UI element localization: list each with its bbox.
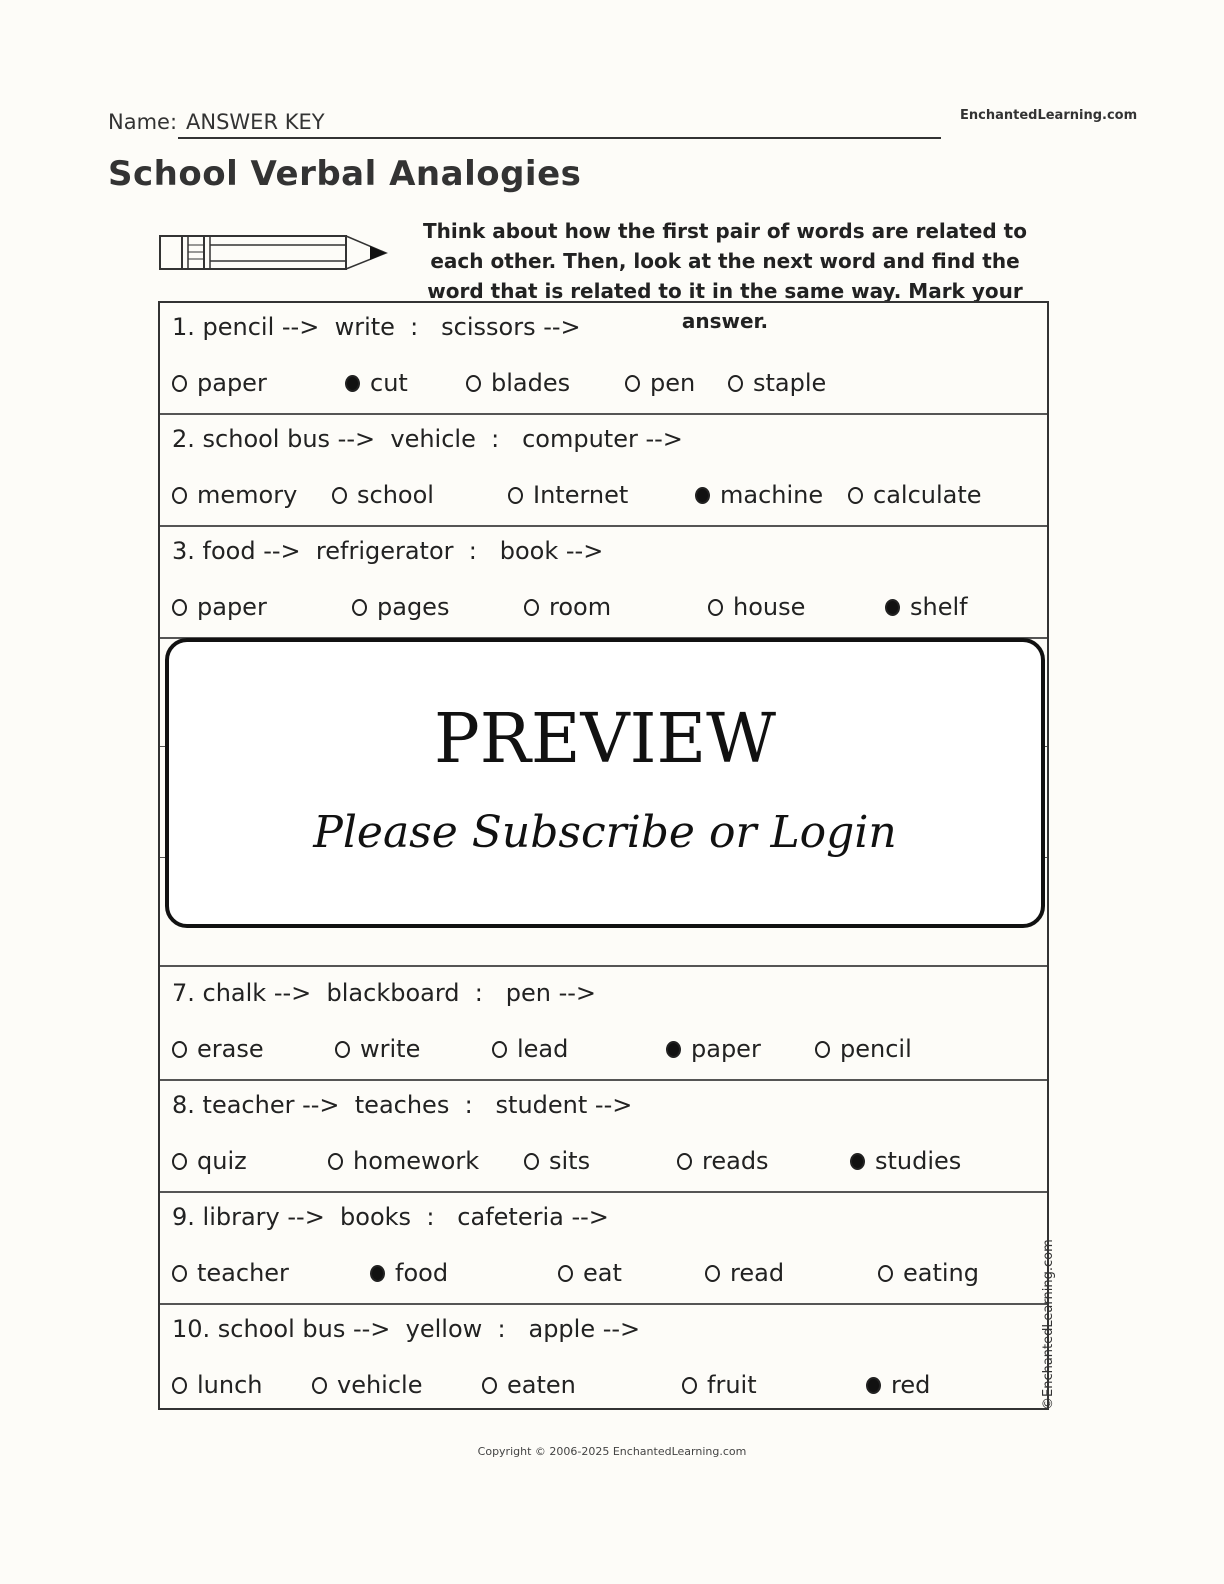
option-label: machine [720, 481, 824, 509]
question-row [160, 1193, 1047, 1305]
answer-option[interactable] [524, 1147, 590, 1175]
empty-bubble-icon[interactable] [332, 487, 347, 504]
answer-option[interactable] [524, 593, 611, 621]
empty-bubble-icon[interactable] [352, 599, 367, 616]
preview-overlay[interactable] [165, 638, 1045, 928]
answer-option[interactable] [172, 369, 267, 397]
answer-option[interactable] [666, 1035, 761, 1063]
option-label: fruit [707, 1371, 757, 1399]
empty-bubble-icon[interactable] [335, 1041, 350, 1058]
option-label: homework [353, 1147, 480, 1175]
vertical-credit: ©EnchantedLearning.com [1041, 1239, 1056, 1410]
answer-option[interactable] [172, 481, 297, 509]
empty-bubble-icon[interactable] [172, 1265, 187, 1282]
answer-option[interactable] [370, 1259, 448, 1287]
answer-option[interactable] [866, 1371, 930, 1399]
option-label: paper [197, 369, 267, 397]
empty-bubble-icon[interactable] [878, 1265, 893, 1282]
option-label: paper [197, 593, 267, 621]
answer-option[interactable] [172, 1147, 247, 1175]
question-text: 8. teacher --> teaches : student --> [172, 1091, 633, 1119]
option-label: eaten [507, 1371, 576, 1399]
question-text: 10. school bus --> yellow : apple --> [172, 1315, 641, 1343]
filled-bubble-icon[interactable] [370, 1265, 385, 1282]
name-label: Name: [108, 110, 178, 134]
option-label: paper [691, 1035, 761, 1063]
option-label: school [357, 481, 434, 509]
question-row [160, 969, 1047, 1081]
empty-bubble-icon[interactable] [172, 1041, 187, 1058]
answer-option[interactable] [466, 369, 570, 397]
option-label: cut [370, 369, 408, 397]
option-label: teacher [197, 1259, 289, 1287]
empty-bubble-icon[interactable] [728, 375, 743, 392]
answer-option[interactable] [482, 1371, 576, 1399]
answer-option[interactable] [815, 1035, 912, 1063]
instructions: Think about how the first pair of words are related to each other. Then, look at the next word and find the word that is related to it in the same way. Mark your answer. [423, 219, 1027, 333]
copyright: Copyright © 2006-2025 EnchantedLearning.com [477, 1445, 747, 1458]
site-logo[interactable]: EnchantedLearning.com [960, 108, 1138, 123]
empty-bubble-icon[interactable] [848, 487, 863, 504]
option-label: shelf [910, 593, 968, 621]
option-label: Internet [533, 481, 629, 509]
answer-option[interactable] [172, 593, 267, 621]
empty-bubble-icon[interactable] [708, 599, 723, 616]
empty-bubble-icon[interactable] [508, 487, 523, 504]
option-label: eating [903, 1259, 979, 1287]
option-label: read [730, 1259, 785, 1287]
answer-option[interactable] [345, 369, 408, 397]
empty-bubble-icon[interactable] [524, 599, 539, 616]
empty-bubble-icon[interactable] [815, 1041, 830, 1058]
empty-bubble-icon[interactable] [172, 375, 187, 392]
question-text: 3. food --> refrigerator : book --> [172, 537, 604, 565]
option-label: lunch [197, 1371, 263, 1399]
page-title: School Verbal Analogies [108, 154, 582, 194]
empty-bubble-icon[interactable] [312, 1377, 327, 1394]
answer-option[interactable] [878, 1259, 979, 1287]
filled-bubble-icon[interactable] [850, 1153, 865, 1170]
answer-option[interactable] [335, 1035, 420, 1063]
option-label: pen [650, 369, 696, 397]
question-text: 2. school bus --> vehicle : computer --> [172, 425, 683, 453]
question-row [160, 1305, 1047, 1417]
answer-option[interactable] [682, 1371, 757, 1399]
option-label: sits [549, 1147, 591, 1175]
answer-option[interactable] [708, 593, 805, 621]
answer-option[interactable] [705, 1259, 784, 1287]
option-label: erase [197, 1035, 264, 1063]
preview-title: PREVIEW [433, 700, 777, 779]
option-label: vehicle [337, 1371, 423, 1399]
empty-bubble-icon[interactable] [705, 1265, 720, 1282]
option-label: memory [197, 481, 298, 509]
option-label: staple [753, 369, 827, 397]
option-label: food [395, 1259, 449, 1287]
option-label: write [360, 1035, 421, 1063]
option-label: lead [517, 1035, 569, 1063]
answer-option[interactable] [508, 481, 628, 509]
answer-option[interactable] [728, 369, 826, 397]
option-label: reads [702, 1147, 769, 1175]
empty-bubble-icon[interactable] [482, 1377, 497, 1394]
empty-bubble-icon[interactable] [677, 1153, 692, 1170]
empty-bubble-icon[interactable] [172, 1377, 187, 1394]
filled-bubble-icon[interactable] [345, 375, 360, 392]
answer-option[interactable] [172, 1035, 264, 1063]
answer-option[interactable] [312, 1371, 422, 1399]
option-label: pencil [840, 1035, 912, 1063]
filled-bubble-icon[interactable] [885, 599, 900, 616]
answer-option[interactable] [848, 481, 982, 509]
option-label: red [891, 1371, 931, 1399]
question-text: 1. pencil --> write : scissors --> [172, 313, 581, 341]
question-row [160, 415, 1047, 527]
empty-bubble-icon[interactable] [682, 1377, 697, 1394]
answer-option[interactable] [625, 369, 695, 397]
option-label: pages [377, 593, 450, 621]
option-label: eat [583, 1259, 622, 1287]
name-underline [178, 137, 941, 139]
answer-option[interactable] [172, 1259, 289, 1287]
filled-bubble-icon[interactable] [695, 487, 710, 504]
empty-bubble-icon[interactable] [492, 1041, 507, 1058]
question-text: 7. chalk --> blackboard : pen --> [172, 979, 597, 1007]
question-row [160, 527, 1047, 639]
answer-option[interactable] [332, 481, 434, 509]
preview-subscribe-link[interactable]: Please Subscribe or Login [313, 807, 897, 858]
answer-option[interactable] [558, 1259, 622, 1287]
answer-option[interactable] [328, 1147, 479, 1175]
empty-bubble-icon[interactable] [172, 487, 187, 504]
empty-bubble-icon[interactable] [558, 1265, 573, 1282]
answer-option[interactable] [885, 593, 968, 621]
name-value: ANSWER KEY [186, 110, 325, 134]
option-label: house [733, 593, 806, 621]
filled-bubble-icon[interactable] [666, 1041, 681, 1058]
option-label: blades [491, 369, 571, 397]
option-label: quiz [197, 1147, 247, 1175]
question-row [160, 303, 1047, 415]
filled-bubble-icon[interactable] [866, 1377, 881, 1394]
question-text: 9. library --> books : cafeteria --> [172, 1203, 609, 1231]
empty-bubble-icon[interactable] [625, 375, 640, 392]
pencil-icon [158, 233, 390, 273]
answer-option[interactable] [677, 1147, 769, 1175]
answer-option[interactable] [850, 1147, 961, 1175]
answer-option[interactable] [492, 1035, 568, 1063]
question-row [160, 1081, 1047, 1193]
option-label: studies [875, 1147, 962, 1175]
empty-bubble-icon[interactable] [466, 375, 481, 392]
answer-option[interactable] [352, 593, 449, 621]
empty-bubble-icon[interactable] [328, 1153, 343, 1170]
answer-option[interactable] [172, 1371, 263, 1399]
empty-bubble-icon[interactable] [172, 1153, 187, 1170]
empty-bubble-icon[interactable] [524, 1153, 539, 1170]
option-label: calculate [873, 481, 982, 509]
option-label: room [549, 593, 612, 621]
empty-bubble-icon[interactable] [172, 599, 187, 616]
answer-option[interactable] [695, 481, 823, 509]
